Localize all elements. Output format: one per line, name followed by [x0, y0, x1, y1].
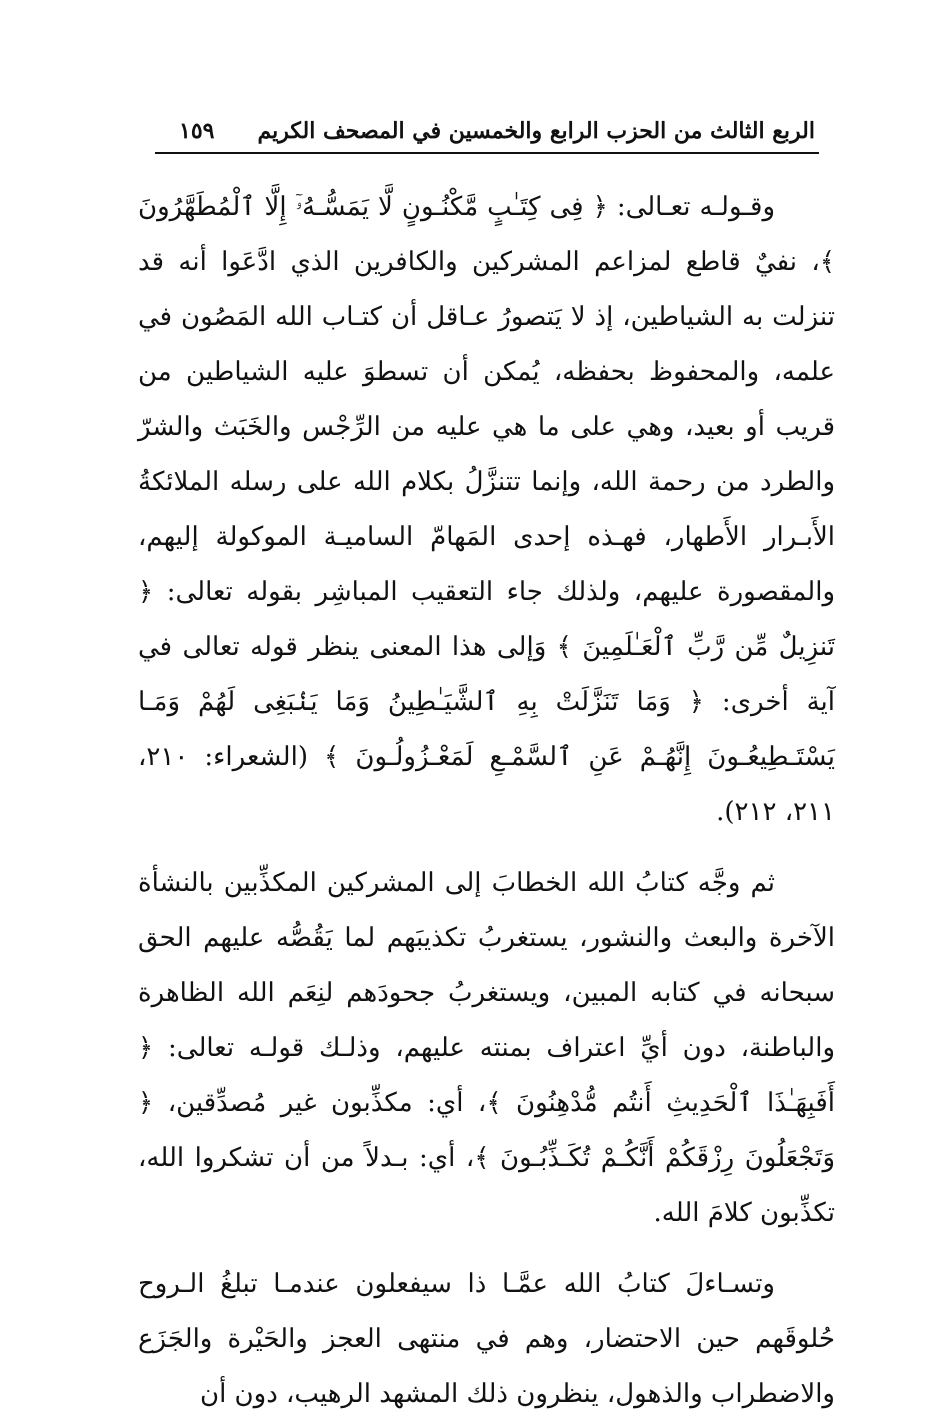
paragraph: وتسـاءلَ كتابُ الله عمَّـا ذا سيفعلون عندمـا تبلغُ الـروح حُلوقَهم حين الاحتضار، وهم في منتهى العجز والحَيْرة والجَزَع والاضطراب والذهول، ينظرون ذلك المشهد الرهيب، دون أن — [138, 1269, 835, 1409]
paragraph: وقـولـه تعـالى: ﴿ فِى كِتَـٰبٍ مَّكْنُـونٍ لَّا يَمَسُّـهُۥٓ إِلَّا ٱلْمُطَهَّرُونَ ﴾، نفيٌ قاطع لمزاعم المشركين والكافرين الذي ادَّعَوا أنه قد تنزلت به الشياطين، إذ لا يَتصورُ عـاقل أن كتـاب الله المَصُون في علمه، والمحفوظ بحفظه، يُمكن أن تسطوَ عليه الشياطين من قريب أو بعيد، وهي على ما هي عليه من الرِّجْس والخَبَث والشرّ والطرد من رحمة الله، وإنما تتنزَّلُ بكلام الله على رسله الملائكةُ الأَبـرار الأَطهار، فهـذه إحدى المَهامّ الساميـة الموكولة إليهم، والمقصورة عليهم، ولذلك جاء التعقيب المباشِر بقوله تعالى: ﴿ تَنزِيلٌ مِّن رَّبِّ ٱلْعَـٰلَمِينَ ﴾ وَإلى هذا المعنى ينظر قوله تعالى في آية أخرى: ﴿ وَمَا تَنَزَّلَتْ بِهِ ٱلشَّيَـٰطِينُ وَمَا يَنۢبَغِى لَهُمْ وَمَـا يَسْتَـطِيعُـونَ إِنَّهُـمْ عَنِ ٱلسَّمْـعِ لَمَعْـزُولُـونَ ﴾ (الشعراء: ٢١٠، ٢١١، ٢١٢). — [138, 192, 835, 827]
running-title: الربع الثالث من الحزب الرابع والخمسين في المصحف الكريم — [257, 118, 815, 144]
page-number: ١٥٩ — [179, 118, 215, 144]
paragraph: ثم وجَّه كتابُ الله الخطابَ إلى المشركين المكذِّبين بالنشأة الآخرة والبعث والنشور، يستغربُ تكذيبَهم لما يَقُصُّه عليهم الحق سبحانه في كتابه المبين، ويستغربُ جحودَهم لنِعَم الله الظاهرة والباطنة، دون أيِّ اعتراف بمنته عليهم، وذلـك قولـه تعالى: ﴿ أَفَبِهَـٰذَا ٱلْحَدِيثِ أَنتُم مُّدْهِنُونَ ﴾، أي: مكذِّبون غير مُصدِّقين، ﴿ وَتَجْعَلُونَ رِزْقَكُمْ أَنَّكُـمْ تُكَـذِّبُـونَ ﴾، أي: بـدلاً من أن تشكروا الله، تكذِّبون كلامَ الله. — [138, 868, 835, 1228]
body-text — [138, 180, 835, 1422]
running-header — [155, 116, 819, 154]
